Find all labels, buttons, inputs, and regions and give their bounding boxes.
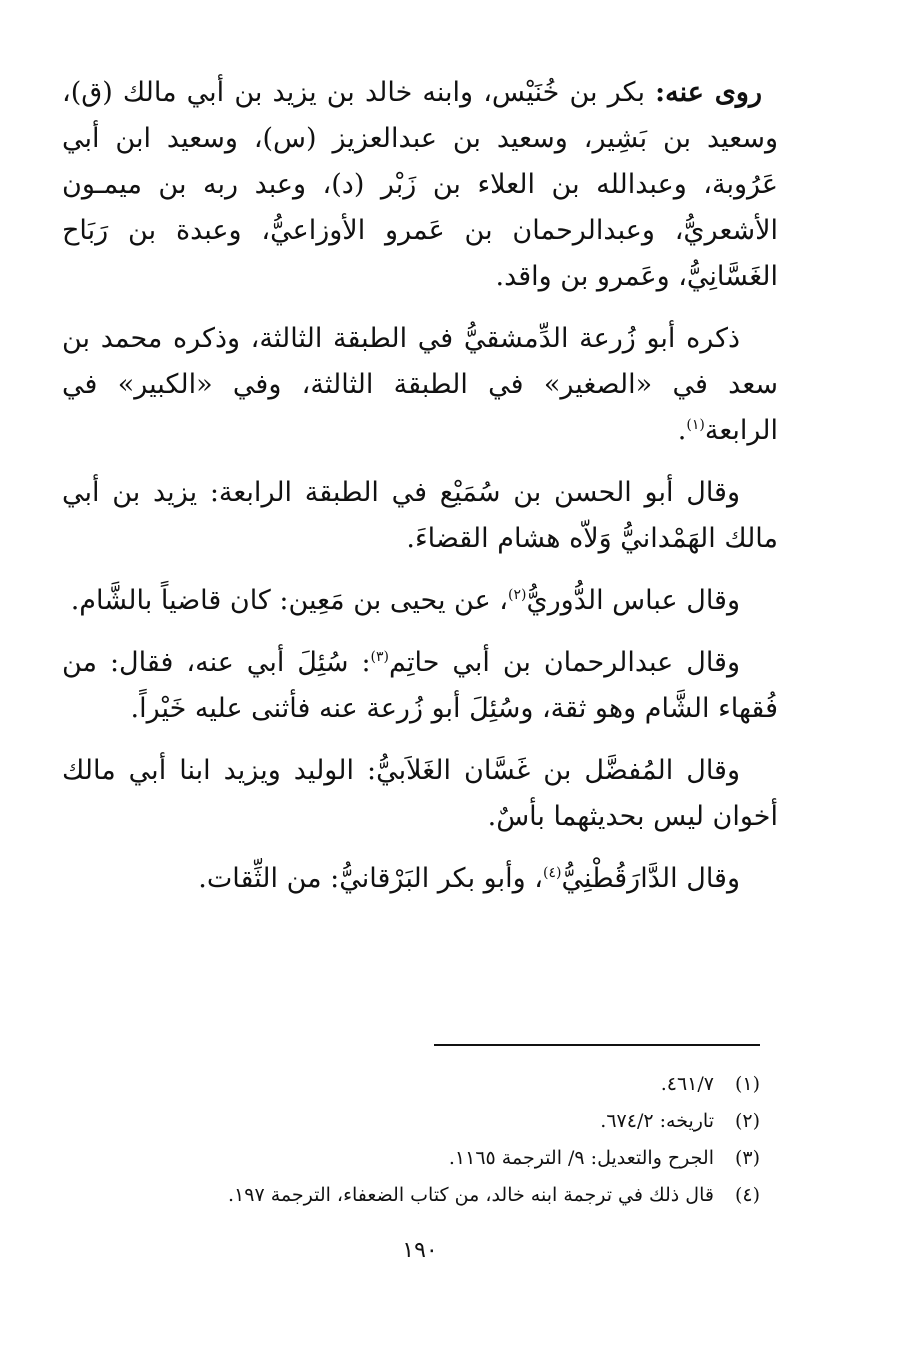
paragraph-daraqutni xyxy=(62,856,778,902)
paragraph-ibn-abi-hatim xyxy=(62,640,778,732)
paragraph-text: ذكره أبو زُرعة الدِّمشقيُّ في الطبقة الثالثة، وذكره محمد بن سعد في «الصغير» في الطبقة الثالثة، وفي «الكبير» في الرابعة xyxy=(62,323,778,446)
footnotes-list xyxy=(70,1066,760,1214)
paragraph-ibn-sumay xyxy=(62,470,778,562)
main-text xyxy=(62,70,778,902)
paragraph-text: وقال عباس الدُّوريُّ xyxy=(526,585,740,616)
paragraph-text: وقال الدَّارَقُطْنِيُّ xyxy=(561,863,740,894)
footnote-text: الجرح والتعديل: ٩/ الترجمة ١١٦٥. xyxy=(448,1147,714,1169)
footnote-text: ٤٦١/٧. xyxy=(660,1073,714,1095)
paragraph-tabaqat xyxy=(62,316,778,454)
footnote-ref-4[interactable]: (٤) xyxy=(543,865,562,881)
footnote-ref-3[interactable]: (٣) xyxy=(370,649,390,665)
paragraph-lead: روى عنه: xyxy=(655,77,763,108)
paragraph-text: وقال المُفضَّل بن غَسَّان الغَلاَبيُّ: الوليد ويزيد ابنا أبي مالك أخوان ليس بحديثهما بأسٌ. xyxy=(62,755,778,832)
footnote-ref-2[interactable]: (٢) xyxy=(508,587,527,603)
footnote-item xyxy=(70,1066,760,1103)
footnote-item xyxy=(70,1177,760,1214)
paragraph-text-end: ، عن يحيى بن مَعِين: كان قاضياً بالشَّام. xyxy=(70,585,509,616)
paragraph-text-end: : سُئِلَ أبي عنه، فقال: من فُقهاء الشَّام وهو ثقة، وسُئِلَ أبو زُرعة عنه فأثنى عليه خَيْراً. xyxy=(62,647,778,724)
footnote-item xyxy=(70,1103,760,1140)
paragraph-duri xyxy=(62,578,778,624)
footnote-text: قال ذلك في ترجمة ابنه خالد، من كتاب الضعفاء، الترجمة ١٩٧. xyxy=(227,1184,714,1206)
paragraph-text-end: . xyxy=(677,415,687,446)
footnote-divider xyxy=(434,1044,760,1046)
paragraph-narrators xyxy=(62,70,778,300)
footnote-item xyxy=(70,1140,760,1177)
footnote-number: (١) xyxy=(734,1073,760,1095)
footnote-number: (٢) xyxy=(734,1110,760,1132)
paragraph-text: وقال عبدالرحمان بن أبي حاتِم xyxy=(389,647,740,678)
paragraph-text-end: ، وأبو بكر البَرْقانيُّ: من الثِّقات. xyxy=(198,863,543,894)
paragraph-text: بكر بن خُنَيْس، وابنه خالد بن يزيد بن أبي مالك (ق)، وسعيد بن بَشِير، وسعيد بن عبدالعزيز (س)، وسعيد ابن أبي عَرُوبة، وعبدالله بن العلاء بن زَبْر (د)، وعبد ربه بن ميمـون الأشعريُّ، وعبدالرحمان بن عَمرو الأوزاعيُّ، وعبدة بن رَبَاح الغَسَّانِيُّ، وعَمرو بن واقد. xyxy=(62,77,778,292)
paragraph-ghalabi xyxy=(62,748,778,840)
page-number: ١٩٠ xyxy=(402,1238,438,1263)
footnote-ref-1[interactable]: (١) xyxy=(686,417,705,433)
paragraph-text: وقال أبو الحسن بن سُمَيْع في الطبقة الرابعة: يزيد بن أبي مالك الهَمْدانيُّ وَلاّه هشام القضاءَ. xyxy=(62,477,778,554)
book-page xyxy=(62,70,778,1310)
footnote-number: (٤) xyxy=(734,1184,760,1206)
footnote-text: تاريخه: ٦٧٤/٢. xyxy=(600,1110,714,1132)
footnote-number: (٣) xyxy=(734,1147,760,1169)
